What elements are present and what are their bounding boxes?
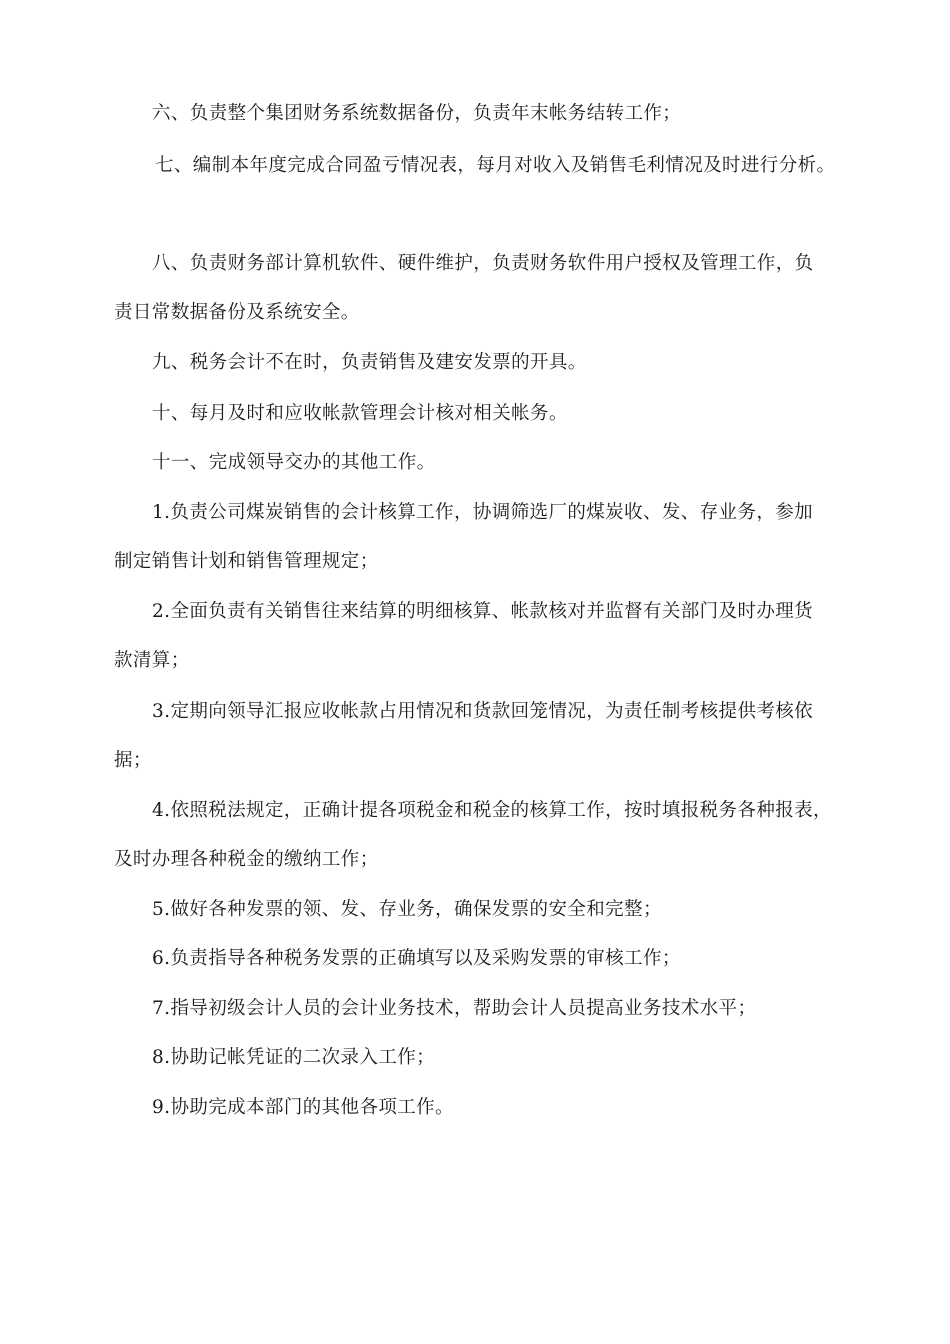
text-line: 十、每月及时和应收帐款管理会计核对相关帐务。: [152, 403, 568, 424]
text-line: 据；: [114, 750, 152, 771]
text-line: 8.协助记帐凭证的二次录入工作；: [152, 1047, 436, 1068]
text-line: 6.负责指导各种税务发票的正确填写以及采购发票的审核工作；: [152, 948, 681, 969]
text-line: 六、负责整个集团财务系统数据备份，负责年末帐务结转工作；: [152, 103, 682, 124]
text-line: 4.依照税法规定，正确计提各项税金和税金的核算工作，按时填报税务各种报表，: [152, 800, 832, 821]
text-line: 2.全面负责有关销售往来结算的明细核算、帐款核对并监督有关部门及时办理货: [152, 601, 814, 622]
text-line: 责日常数据备份及系统安全。: [114, 302, 360, 323]
text-line: 1.负责公司煤炭销售的会计核算工作，协调筛选厂的煤炭收、发、存业务，参加: [152, 502, 814, 523]
text-line: 款清算；: [114, 650, 190, 671]
text-line: 十一、完成领导交办的其他工作。: [152, 452, 436, 473]
text-line: 7.指导初级会计人员的会计业务技术，帮助会计人员提高业务技术水平；: [152, 998, 757, 1019]
text-line: 七、编制本年度完成合同盈亏情况表，每月对收入及销售毛利情况及时进行分析。: [155, 155, 836, 176]
text-line: 9.协助完成本部门的其他各项工作。: [152, 1097, 454, 1118]
text-line: 九、税务会计不在时，负责销售及建安发票的开具。: [152, 352, 587, 373]
text-line: 八、负责财务部计算机软件、硬件维护，负责财务软件用户授权及管理工作，负: [152, 253, 814, 274]
text-line: 5.做好各种发票的领、发、存业务，确保发票的安全和完整；: [152, 899, 662, 920]
text-line: 制定销售计划和销售管理规定；: [114, 551, 379, 572]
text-line: 3.定期向领导汇报应收帐款占用情况和货款回笼情况，为责任制考核提供考核依: [152, 701, 814, 722]
text-line: 及时办理各种税金的缴纳工作；: [114, 849, 379, 870]
